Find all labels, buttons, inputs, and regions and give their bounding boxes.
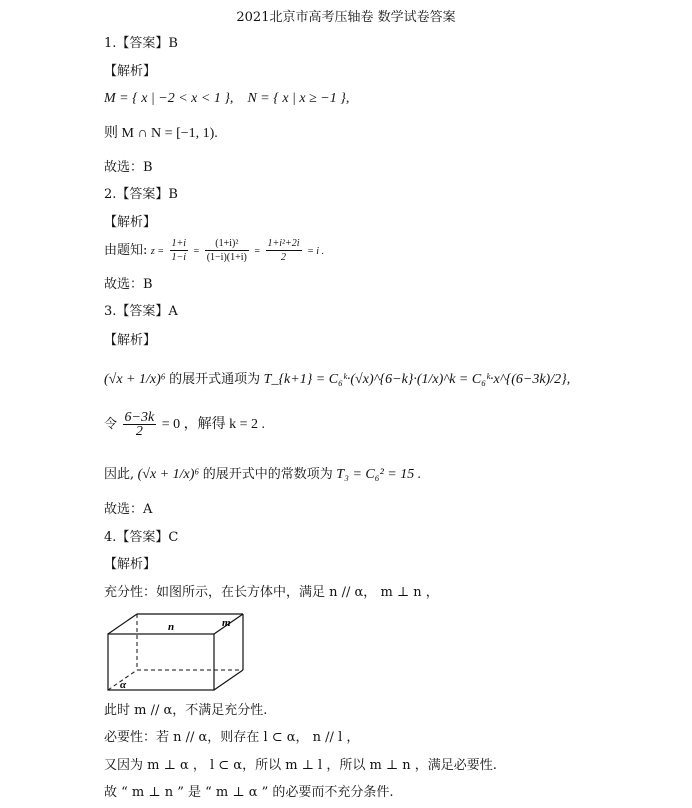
q1-result: 则 M ∩ N = [−1, 1). xyxy=(104,126,218,141)
q3-general-term xyxy=(104,364,570,396)
q3-let-fraction xyxy=(123,411,157,438)
q3-general-term-text: 的展开式通项为 xyxy=(169,372,261,387)
q2-tail: = i . xyxy=(307,246,325,257)
q2-f1-num: 1+i xyxy=(171,238,187,250)
q2-fraction-2 xyxy=(205,237,249,264)
q2-prefix: 由题知: xyxy=(104,243,148,258)
q3-analysis-heading: 【解析】 xyxy=(104,333,157,348)
label-alpha: α xyxy=(120,679,127,691)
q4-necessity: 必要性：若 n // α，则存在 l ⊂ α， n // l ， xyxy=(104,730,360,745)
q2-eq1: = xyxy=(193,246,200,257)
q2-f1-den: 1−i xyxy=(171,252,187,264)
q2-fraction-1 xyxy=(170,237,189,264)
q2-choice: 故选：B xyxy=(104,277,153,292)
q3-let-tail: = 0 ，解得 k = 2 . xyxy=(161,417,265,432)
q4-because: 又因为 m ⊥ α ， l ⊂ α，所以 m ⊥ l ，所以 m ⊥ n ，满足必要性. xyxy=(104,758,497,773)
cuboid-figure xyxy=(100,606,250,694)
q3-expression-2: (√x + 1/x)⁶ xyxy=(137,467,200,482)
q2-f2-num: (1+i)² xyxy=(205,237,249,251)
q3-let-den: 2 xyxy=(135,424,143,440)
page-title: 2021北京市高考压轴卷 数学试卷答案 xyxy=(236,10,456,25)
label-n: n xyxy=(168,621,175,633)
q3-let-prefix: 令 xyxy=(104,417,118,432)
q3-constant-line xyxy=(104,460,421,490)
q3-expression: (√x + 1/x)⁶ xyxy=(104,372,166,387)
q3-let-num: 6−3k xyxy=(124,410,155,426)
q1-answer: 1.【答案】B xyxy=(104,36,178,51)
q2-f3-den: 2 xyxy=(281,252,287,264)
q3-choice: 故选：A xyxy=(104,502,153,517)
q2-answer: 2.【答案】B xyxy=(104,187,178,202)
q1-set-m: M = { x | −2 < x < 1 }, xyxy=(104,91,234,106)
q1-choice: 故选：B xyxy=(104,160,153,175)
q2-eq2: = xyxy=(254,246,260,257)
label-m: m xyxy=(222,617,231,629)
q2-equation xyxy=(104,236,324,267)
q3-therefore-prefix: 因此, xyxy=(104,467,135,482)
q3-let-line xyxy=(104,410,265,440)
q2-z: z = xyxy=(150,246,165,257)
q1-sets xyxy=(104,91,349,107)
cuboid-edge-top-left xyxy=(108,614,137,634)
q4-not-sufficient: 此时 m // α，不满足充分性. xyxy=(104,703,268,718)
q4-conclusion: 故 “ m ⊥ n ” 是 “ m ⊥ α ” 的必要而不充分条件. xyxy=(104,785,394,800)
q3-const-text: 的展开式中的常数项为 xyxy=(202,467,333,482)
q3-const-value: T₃ = C₆² = 15 . xyxy=(336,467,422,482)
q2-fraction-3 xyxy=(266,237,302,264)
q1-analysis-heading: 【解析】 xyxy=(104,64,157,79)
q2-f3-num: 1+i²+2i xyxy=(267,238,300,250)
q3-term: T_{k+1} = C₆ᵏ·(√x)^{6−k}·(1/x)^k = C₆ᵏ·x^{(6−3k)/2}, xyxy=(263,372,571,387)
q2-analysis-heading: 【解析】 xyxy=(104,215,157,230)
q3-answer: 3.【答案】A xyxy=(104,304,178,319)
q2-f2-den: (1−i)(1+i) xyxy=(206,252,247,264)
q4-sufficiency: 充分性：如图所示，在长方体中，满足 n // α， m ⊥ n ， xyxy=(104,585,439,600)
q1-set-n: N = { x | x ≥ −1 }, xyxy=(247,91,350,106)
cuboid-edge-bottom-right xyxy=(214,670,243,690)
q4-answer: 4.【答案】C xyxy=(104,530,179,545)
q4-analysis-heading: 【解析】 xyxy=(104,557,157,572)
